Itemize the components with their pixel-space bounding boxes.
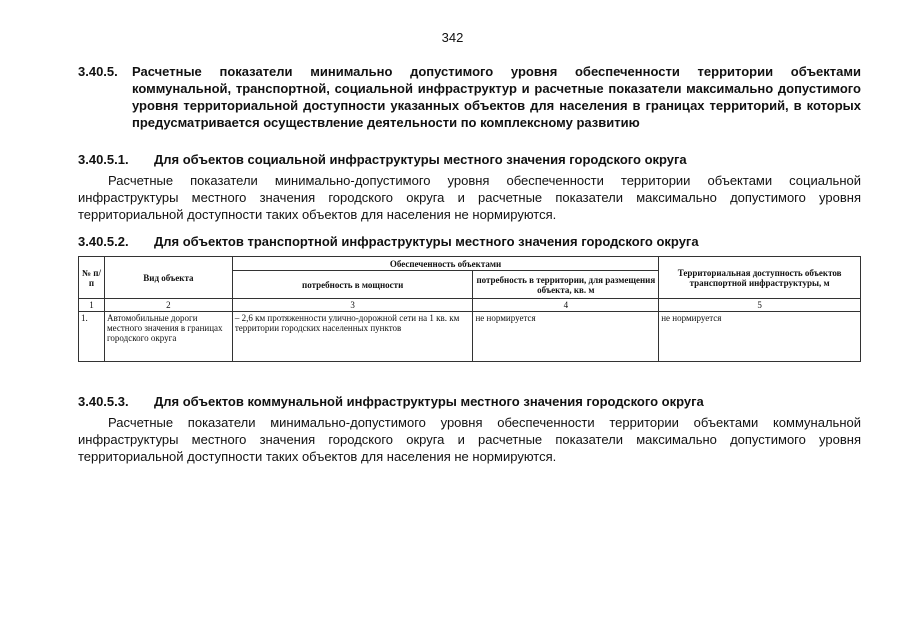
section-number: 3.40.5. (78, 64, 118, 79)
header-capacity: потребность в мощности (232, 271, 473, 299)
column-number: 5 (659, 299, 861, 312)
cell-capacity: – 2,6 км протяженности улично-дорожной сети на 1 кв. км территории городских населенных пунктов (232, 312, 473, 362)
header-num: № п/п (79, 257, 105, 299)
paragraph-communal: Расчетные показатели минимально-допустимого уровня обеспеченности территории объектами коммунальной инфраструктуры местного значения городского округа и расчетные показатели максимально допустимого уровня территориальной доступности таких объектов для населения не нормируются. (78, 415, 861, 464)
subsection-number: 3.40.5.2. (78, 234, 129, 249)
column-number: 4 (473, 299, 659, 312)
section-title: Расчетные показатели минимально допустимого уровня обеспеченности территории объектами коммунальной, транспортной, социальной инфраструктур и расчетные показатели максимально допустимого уровня территориальной доступности указанных объектов для населения в границах территорий, в которых предусматривается осуществление деятельности по комплексному развитию (132, 64, 861, 130)
cell-access: не нормируется (659, 312, 861, 362)
column-number: 1 (79, 299, 105, 312)
header-access: Территориальная доступность объектов транспортной инфраструктуры, м (659, 257, 861, 299)
cell-num: 1. (79, 312, 105, 362)
subsection-title: Для объектов коммунальной инфраструктуры местного значения городского округа (154, 394, 704, 409)
table-row (79, 312, 861, 362)
cell-type: Автомобильные дороги местного значения в границах городского округа (104, 312, 232, 362)
subsection-title: Для объектов транспортной инфраструктуры местного значения городского округа (154, 234, 699, 249)
subsection-heading-transport (78, 233, 861, 250)
paragraph-social: Расчетные показатели минимально-допустимого уровня обеспеченности территории объектами социальной инфраструктуры местного значения городского округа и расчетные показатели максимально допустимого уровня территориальной доступности таких объектов для населения не нормируются. (78, 173, 861, 222)
subsection-number: 3.40.5.3. (78, 394, 129, 409)
subsection-heading-communal (78, 393, 861, 410)
cell-territory: не нормируется (473, 312, 659, 362)
subsection-number: 3.40.5.1. (78, 152, 129, 167)
header-type: Вид объекта (104, 257, 232, 299)
page-number: 342 (441, 30, 464, 45)
subsection-title: Для объектов социальной инфраструктуры местного значения городского округа (154, 152, 687, 167)
section-heading-main (78, 63, 861, 131)
column-number: 3 (232, 299, 473, 312)
column-number-row (79, 299, 861, 312)
subsection-heading-social (78, 151, 861, 168)
column-number: 2 (104, 299, 232, 312)
header-provision: Обеспеченность объектами (232, 257, 658, 271)
header-territory: потребность в территории, для размещения объекта, кв. м (473, 271, 659, 299)
transport-table (78, 256, 861, 362)
